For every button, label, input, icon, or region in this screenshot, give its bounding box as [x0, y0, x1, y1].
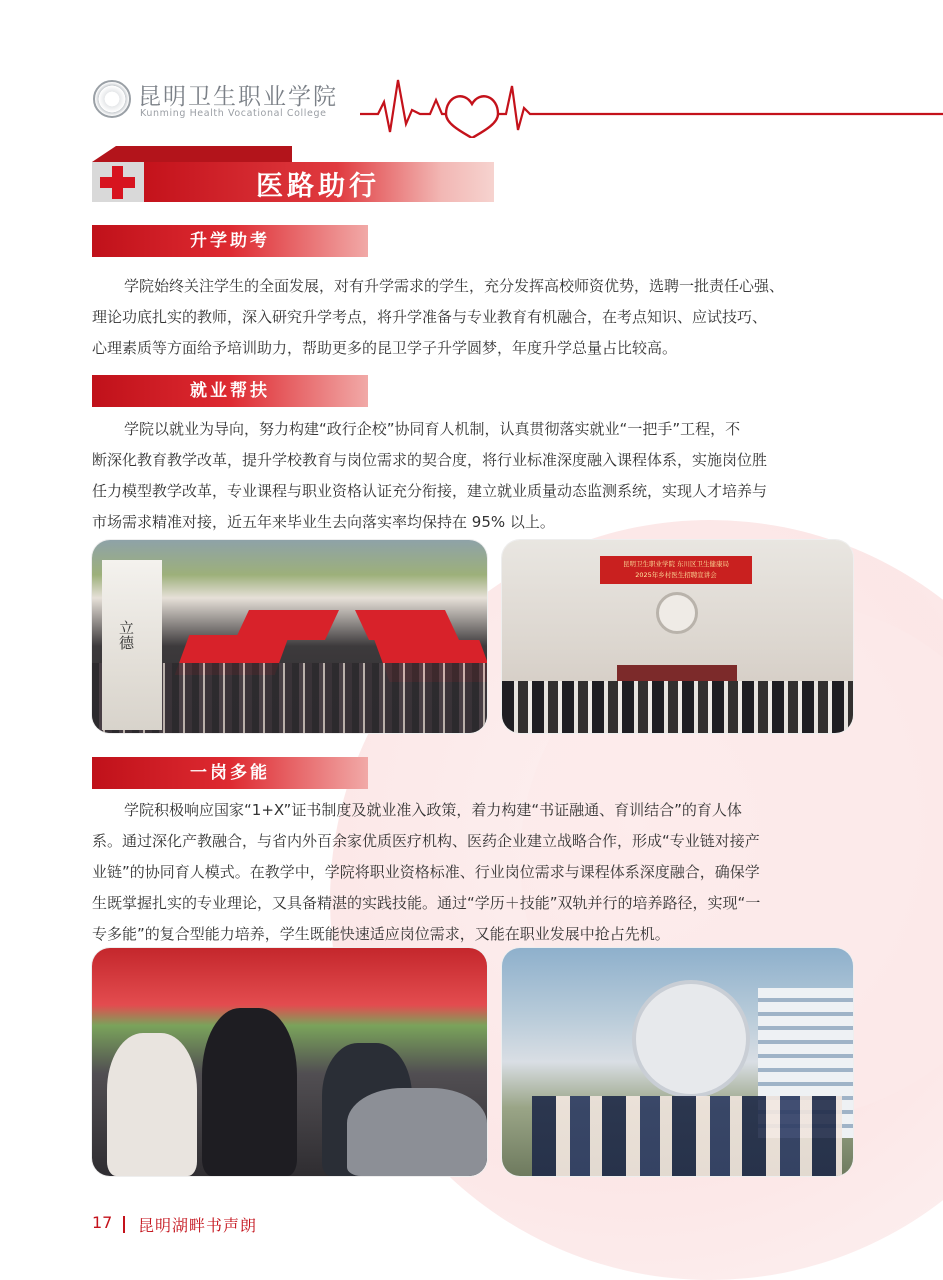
- footer-divider: [123, 1216, 125, 1233]
- publication-title: 昆明湖畔书声朗: [138, 1216, 258, 1235]
- photo-recruitment-seminar: [502, 540, 853, 733]
- paragraph-line: 断深化教育教学改革，提升学校教育与岗位需求的契合度，将行业标准深度融入课程体系，实施岗位胜: [92, 451, 768, 469]
- banner-accent-strip: [92, 146, 292, 162]
- college-seal-logo: [93, 80, 131, 118]
- paragraph-line: 心理素质等方面给予培训助力，帮助更多的昆卫学子升学圆梦，年度升学总量占比较高。: [92, 339, 678, 357]
- graduates-group: [532, 1096, 842, 1176]
- page-number: 17: [92, 1213, 113, 1232]
- paragraph-line: 业链”的协同育人模式。在教学中，学院将职业资格标准、行业岗位需求与课程体系深度融合，确保学: [92, 863, 760, 881]
- stage-banner-line1: 昆明卫生职业学院 东川区卫生健康局: [622, 560, 730, 568]
- stage-banner-text: [600, 559, 752, 581]
- paragraph-line: 学院始终关注学生的全面发展，对有升学需求的学生，充分发挥高校师资优势，选聘一批责任心强、: [124, 277, 785, 295]
- section-title: 医路助行: [256, 171, 380, 202]
- medical-cross-icon-bar: [100, 177, 135, 188]
- person-figure: [202, 1008, 297, 1176]
- heartbeat-line-icon: [360, 72, 943, 138]
- paragraph-employment-support: [92, 414, 862, 538]
- college-emblem-icon: [656, 592, 698, 634]
- paragraph-line: 学院积极响应国家“1+X”证书制度及就业准入政策，着力构建“书证融通、育训结合”的育人体: [124, 801, 742, 819]
- statue-plaque-text: 立德: [117, 620, 135, 650]
- person-figure: [107, 1033, 197, 1176]
- audience-seats: [502, 681, 853, 733]
- paragraph-line: 生既掌握扎实的专业理论，又具备精湛的实践技能。通过“学历＋技能”双轨并行的培养路径，实现“一: [92, 894, 761, 912]
- subheading-multi-skill: 一岗多能: [92, 757, 368, 789]
- paragraph-line: 市场需求精准对接，近五年来毕业生去向落实率均保持在 95% 以上。: [92, 513, 555, 531]
- paragraph-line: 任力模型教学改革，专业课程与职业资格认证充分衔接，建立就业质量动态监测系统，实现人才培养与: [92, 482, 768, 500]
- photo-career-booth: [92, 948, 487, 1176]
- statue-pillar: [102, 560, 162, 730]
- red-tent: [355, 610, 459, 640]
- college-seal-sculpture: [632, 980, 750, 1098]
- subheading-exam-support: 升学助考: [92, 225, 368, 257]
- red-tent: [235, 610, 339, 640]
- paragraph-line: 专多能”的复合型能力培养，学生既能快速适应岗位需求，又能在职业发展中抢占先机。: [92, 925, 670, 943]
- paragraph-line: 理论功底扎实的教师，深入研究升学考点，将升学准备与专业教育有机融合，在考点知识、应试技巧、: [92, 308, 768, 326]
- stage-banner-line2: 2025年乡村医生招聘宣讲会: [635, 571, 717, 579]
- person-figure: [347, 1088, 487, 1176]
- photo-job-fair: [92, 540, 487, 733]
- subheading-employment-support: 就业帮扶: [92, 375, 368, 407]
- photo-graduates: [502, 948, 853, 1176]
- school-name-en: Kunming Health Vocational College: [140, 108, 327, 119]
- paragraph-line: 学院以就业为导向，努力构建“政行企校”协同育人机制，认真贯彻落实就业“一把手”工程，不: [124, 420, 741, 438]
- paragraph-exam-support: [92, 271, 862, 364]
- paragraph-line: 系。通过深化产教融合，与省内外百余家优质医疗机构、医药企业建立战略合作，形成“专业链对接产: [92, 832, 760, 850]
- paragraph-multi-skill: [92, 795, 862, 950]
- school-name-cn: 昆明卫生职业学院: [138, 84, 338, 110]
